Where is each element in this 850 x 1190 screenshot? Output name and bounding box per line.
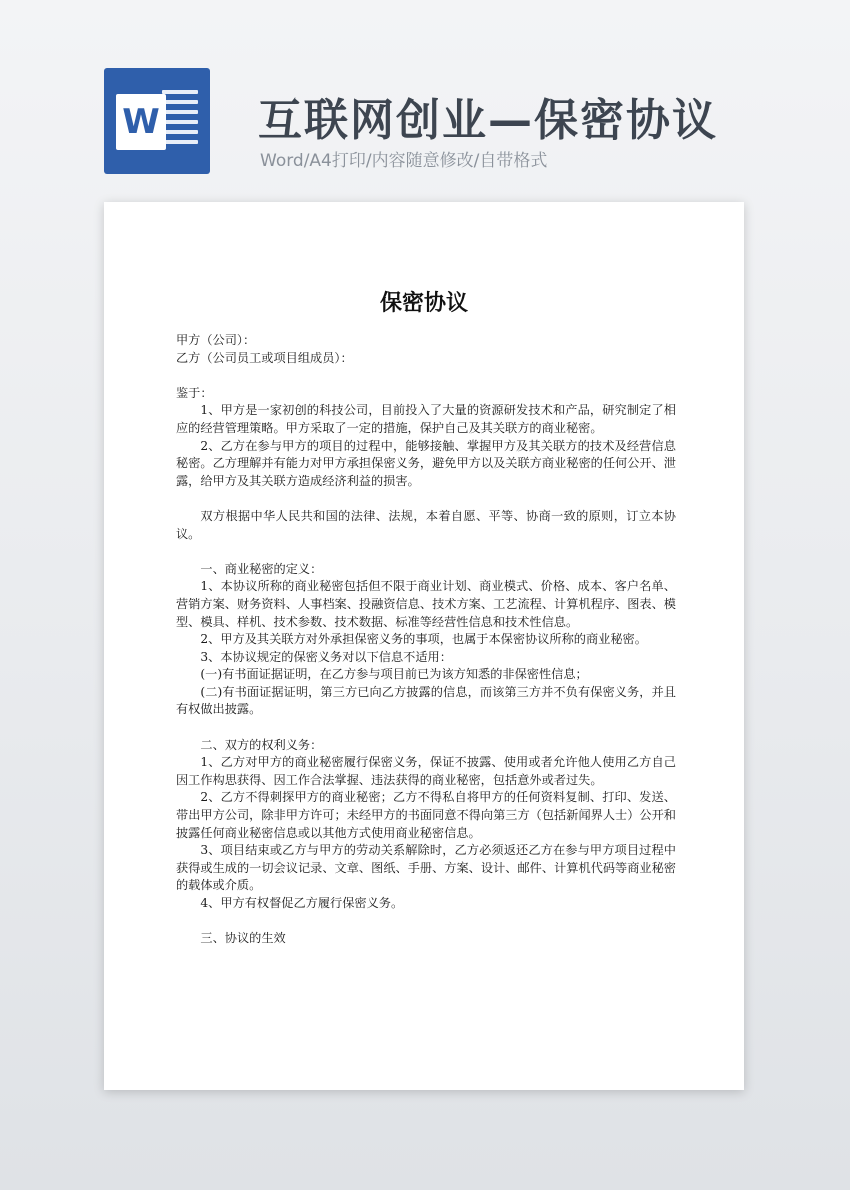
section-1-heading: 一、商业秘密的定义： xyxy=(200,561,323,576)
section-2-clause-1: 1、乙方对甲方的商业秘密履行保密义务，保证不披露、使用或者允许他人使用乙方自己因工作构思获得、因工作合法掌握、违法获得的商业秘密，包括意外或者过失。 xyxy=(176,755,676,787)
document-body xyxy=(176,332,676,948)
section-2-heading: 二、双方的权利义务： xyxy=(200,737,323,752)
section-1-clause-1: 1、本协议所称的商业秘密包括但不限于商业计划、商业模式、价格、成本、客户名单、营销方案、财务资料、人事档案、投融资信息、技术方案、工艺流程、计算机程序、图表、模型、模具、样机、技术参数、技术数据、标准等经营性信息和技术性信息。 xyxy=(176,579,676,629)
section-1-clause-3: 3、本协议规定的保密义务对以下信息不适用： xyxy=(200,649,452,664)
section-2-clause-4: 4、甲方有权督促乙方履行保密义务。 xyxy=(200,896,404,910)
whereas-clause-2: 2、乙方在参与甲方的项目的过程中，能够接触、掌握甲方及其关联方的技术及经营信息秘密。乙方理解并有能力对甲方承担保密义务，避免甲方以及关联方商业秘密的任何公开、泄露，给甲方及其关联方造成经济利益的损害。 xyxy=(176,438,676,488)
section-2-clause-2: 2、乙方不得刺探甲方的商业秘密；乙方不得私自将甲方的任何资料复制、打印、发送、带出甲方公司，除非甲方许可；未经甲方的书面同意不得向第三方（包括新闻界人士）公开和披露任何商业秘密信息或以其他方式使用商业秘密信息。 xyxy=(176,790,676,840)
basis-paragraph: 双方根据中华人民共和国的法律、法规，本着自愿、平等、协商一致的原则，订立本协议。 xyxy=(176,508,676,541)
section-1-clause-2: 2、甲方及其关联方对外承担保密义务的事项，也属于本保密协议所称的商业秘密。 xyxy=(200,632,647,647)
section-1-clause-3b: (二)有书面证据证明，第三方已向乙方披露的信息，而该第三方并不负有保密义务，并且有权做出披露。 xyxy=(176,684,676,717)
section-1-clause-3a: (一)有书面证据证明，在乙方参与项目前已为该方知悉的非保密性信息； xyxy=(200,667,588,682)
party-b-line: 乙方（公司员工或项目组成员）： xyxy=(176,350,353,365)
document-lines-icon xyxy=(162,90,198,150)
document-title: 保密协议 xyxy=(379,290,468,316)
whereas-heading: 鉴于： xyxy=(176,385,213,400)
document-page xyxy=(104,202,744,1090)
section-2-clause-3: 3、项目结束或乙方与甲方的劳动关系解除时，乙方必须返还乙方在参与甲方项目过程中获得或生成的一切会议记录、文章、图纸、手册、方案、设计、邮件、计算机代码等商业秘密的载体或介质。 xyxy=(176,843,676,893)
banner-subtitle: Word/A4打印/内容随意修改/自带格式 xyxy=(260,151,548,171)
section-3-heading: 三、协议的生效 xyxy=(200,931,286,946)
whereas-clause-1: 1、甲方是一家初创的科技公司，目前投入了大量的资源研发技术和产品，研究制定了相应的经营管理策略。甲方采取了一定的措施，保护自己及其关联方的商业秘密。 xyxy=(176,403,676,435)
banner-title: 互联网创业—保密协议 xyxy=(258,95,718,146)
word-letter: W xyxy=(116,94,166,150)
word-logo-icon xyxy=(104,68,210,174)
party-a-line: 甲方（公司）： xyxy=(176,333,256,347)
